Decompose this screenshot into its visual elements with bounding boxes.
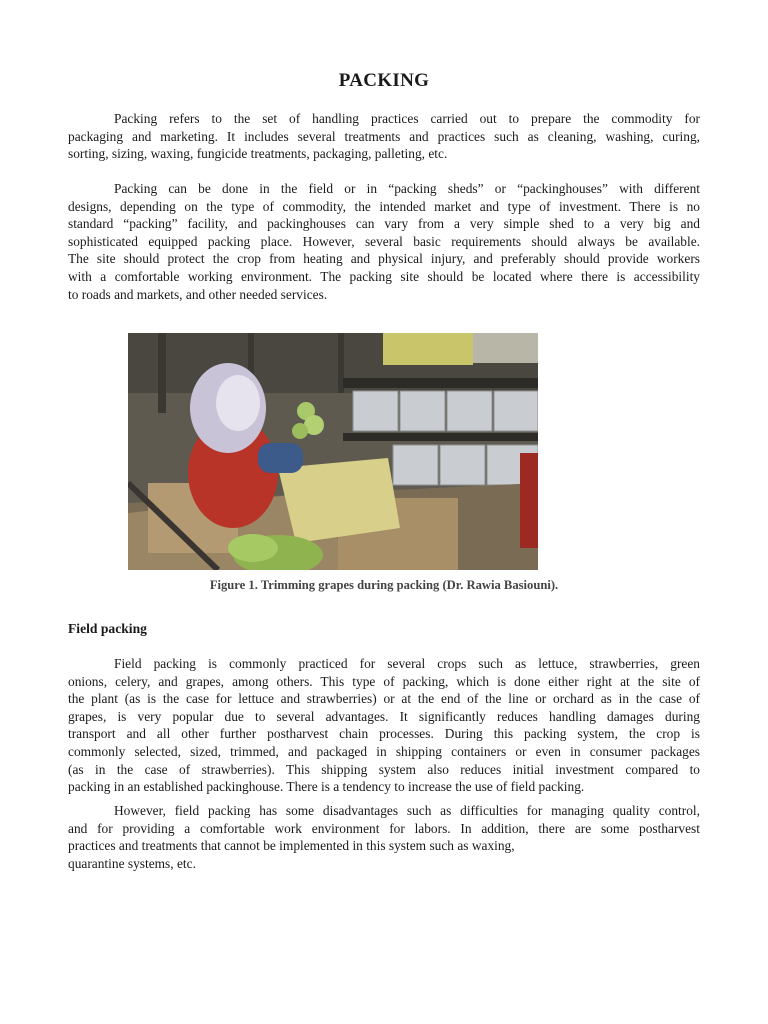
text-line: designs, depending on the type of commodity, the intended market and type of investment. There is no bbox=[68, 198, 700, 214]
text-line: However, field packing has some disadvantages such as difficulties for managing quality control, bbox=[114, 803, 700, 818]
text-line: the plant (as is the case for lettuce and strawberries) or at the end of the line or orchard as in the case of bbox=[68, 691, 700, 707]
text-line: quarantine systems, etc. bbox=[68, 855, 196, 871]
photo-illustration bbox=[128, 333, 538, 570]
figure-caption: Figure 1. Trimming grapes during packing (Dr. Rawia Basiouni). bbox=[209, 578, 559, 592]
text-line: Field packing is commonly practiced for several crops such as lettuce, strawberries, green bbox=[114, 656, 700, 671]
text-line: transport and all other further postharvest chain processes. During this packing system, the crop is bbox=[68, 726, 700, 742]
packing-sites-paragraph bbox=[68, 180, 700, 303]
text-line: (as in the case of strawberries). This shipping system also reduces initial investment compared to bbox=[68, 761, 700, 777]
figure-photo-grape-trimming bbox=[128, 333, 538, 570]
text-line: to roads and markets, and other needed services. bbox=[68, 286, 328, 302]
text-line: sophisticated equipped packing place. However, several basic requirements should always be available. bbox=[68, 233, 700, 249]
field-packing-paragraph bbox=[68, 655, 700, 796]
text-line: onions, celery, and grapes, among others. This type of packing, which is done either right at the site of bbox=[68, 673, 700, 689]
disadvantages-paragraph bbox=[68, 802, 700, 872]
text-line: sorting, sizing, waxing, fungicide treatments, packaging, palleting, etc. bbox=[68, 146, 448, 162]
text-line: Packing can be done in the field or in “packing sheds” or “packinghouses” with different bbox=[114, 181, 700, 196]
text-line: standard “packing” facility, and packinghouses can vary from a very simple shed to a very big and bbox=[68, 216, 700, 232]
section-heading: Field packing bbox=[68, 621, 147, 636]
text-line: commonly selected, sized, trimmed, and packaged in shipping containers or even in consumer packages bbox=[68, 743, 700, 759]
text-line: packing in an established packinghouse. There is a tendency to increase the use of field packing. bbox=[68, 779, 585, 795]
text-line: The site should protect the crop from heating and physical injury, and preferably should provide workers bbox=[68, 251, 700, 267]
text-line: grapes, is very popular due to several advantages. It significantly reduces handling damages during bbox=[68, 708, 700, 724]
intro-paragraph bbox=[68, 110, 700, 163]
text-line: and for providing a comfortable work environment for labors. In addition, there are some postharvest bbox=[68, 820, 700, 836]
text-line: Packing refers to the set of handling practices carried out to prepare the commodity for bbox=[114, 111, 700, 126]
text-line: practices and treatments that cannot be implemented in this system such as waxing, bbox=[68, 838, 515, 854]
text-line: with a comfortable working environment. The packing site should be located where there is accessibility bbox=[68, 268, 700, 284]
text-line: packaging and marketing. It includes several treatments and practices such as cleaning, washing, curing, bbox=[68, 128, 700, 144]
page-title: PACKING bbox=[338, 70, 430, 91]
